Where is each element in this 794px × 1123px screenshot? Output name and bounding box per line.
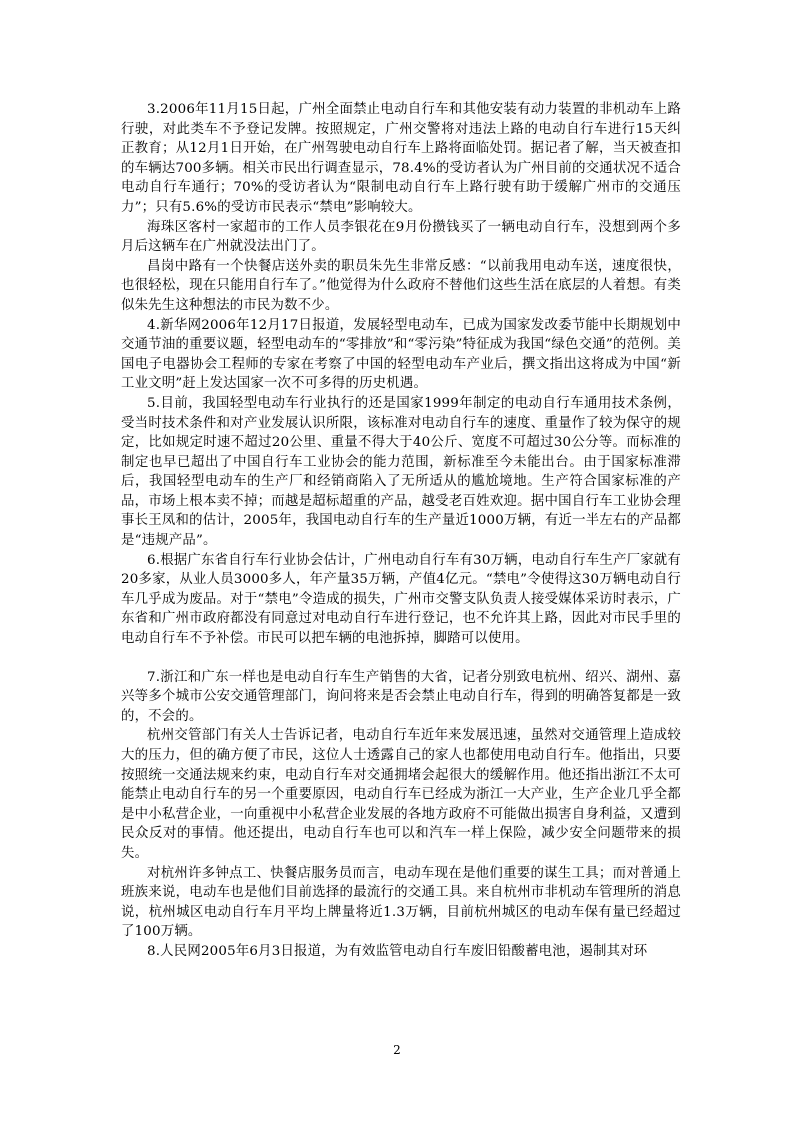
paragraph-8: 8.人民网2005年6月3日报道，为有效监管电动自行车废旧铅酸蓄电池，遏制其对环 — [147, 943, 648, 959]
page-number: 2 — [393, 1043, 401, 1057]
paragraph-hangzhou: 杭州交管部门有关人士告诉记者，电动自行车近年来发展迅速，虽然对交通管理上造成较大的压力，但的确方便了市民，这位人士透露自己的家人也都使用电动自行车。他指出，只要按照统一交通法规来约束，电动自行车对交通拥堵会起很大的缓解作用。他还指出浙江不太可能禁止电动自行车的另一个重要原因，电动自行车已经成为浙江一大产业，生产企业几乎全都是中小私营企业，一向重视中小私营企业发展的各地方政府不可能做出损害自身利益，又遭到民众反对的事情。他还提出，电动自行车也可以和汽车一样上保险，减少安全问题带来的损失。 — [121, 728, 681, 861]
paragraph-7: 7.浙江和广东一样也是电动自行车生产销售的大省，记者分别致电杭州、绍兴、湖州、嘉兴等多个城市公安交通管理部门，询问将来是否会禁止电动自行车，得到的明确答复都是一致的，不会的。 — [121, 669, 681, 724]
document-body — [121, 100, 681, 962]
paragraph-4: 4.新华网2006年12月17日报道，发展轻型电动车，已成为国家发改委节能中长期规划中交通节油的重要议题，轻型电动车的“零排放”和“零污染”特征成为我国“绿色交通”的范例。美国电子电器协会工程师的专家在考察了中国的轻型电动车产业后，撰文指出这将成为中国“新工业文明”赶上发达国家一次不可多得的历史机遇。 — [121, 317, 681, 392]
paragraph-haizhu: 海珠区客村一家超市的工作人员李银花在9月份攒钱买了一辆电动自行车，没想到两个多月后这辆车在广州就没法出门了。 — [121, 219, 681, 255]
paragraph-gap — [121, 649, 681, 668]
paragraph-6: 6.根据广东省自行车行业协会估计，广州电动自行车有30万辆，电动自行车生产厂家就有20多家，从业人员3000多人，年产量35万辆，产值4亿元。“禁电”令使得这30万辆电动自行车几乎成为废品。对于“禁电”令造成的损失，广州市交警支队负责人接受媒体采访时表示，广东省和广州市政府都没有同意过对电动自行车进行登记，也不允许其上路，因此对市民手里的电动自行车不予补偿。市民可以把车辆的电池拆掉，脚踏可以使用。 — [121, 552, 681, 647]
paragraph-changgang: 昌岗中路有一个快餐店送外卖的职员朱先生非常反感：“以前我用电动车送，速度很快，也很轻松，现在只能用自行车了。”他觉得为什么政府不替他们这些生活在底层的人着想。有类似朱先生这种想法的市民为数不少。 — [121, 258, 681, 313]
paragraph-3: 3.2006年11月15日起，广州全面禁止电动自行车和其他安装有动力装置的非机动车上路行驶，对此类车不予登记发牌。按照规定，广州交警将对违法上路的电动自行车进行15天纠正教育；从12月1日开始，在广州驾驶电动自行车上路将面临处罚。据记者了解，当天被查扣的车辆达700多辆。相关市民出行调查显示，78.4%的受访者认为广州目前的交通状况不适合电动自行车通行；70%的受访者认为“限制电动自行车上路行驶有助于缓解广州市的交通压力”；只有5.6%的受访市民表示“禁电”影响较大。 — [121, 102, 681, 215]
paragraph-workers: 对杭州许多钟点工、快餐店服务员而言，电动车现在是他们重要的谋生工具；而对普通上班族来说，电动车也是他们目前选择的最流行的交通工具。来自杭州市非机动车管理所的消息说，杭州城区电动自行车月平均上牌量将近1.3万辆，目前杭州城区的电动车保有量已经超过了100万辆。 — [121, 865, 681, 940]
paragraph-5: 5.目前，我国轻型电动车行业执行的还是国家1999年制定的电动自行车通用技术条例，受当时技术条件和对产业发展认识所限，该标准对电动自行车的速度、重量作了较为保守的规定，比如规定时速不超过20公里、重量不得大于40公斤、宽度不可超过30公分等。而标准的制定也早已超出了中国自行车工业协会的能力范围，新标准至今未能出台。由于国家标准滞后，我国轻型电动车的生产厂和经销商陷入了无所适从的尴尬境地。生产符合国家标准的产品，市场上根本卖不掉；而越是超标超重的产品，越受老百姓欢迎。据中国自行车工业协会理事长王凤和的估计，2005年，我国电动自行车的生产量近1000万辆，有近一半左右的产品都是“违规产品”。 — [121, 395, 681, 549]
